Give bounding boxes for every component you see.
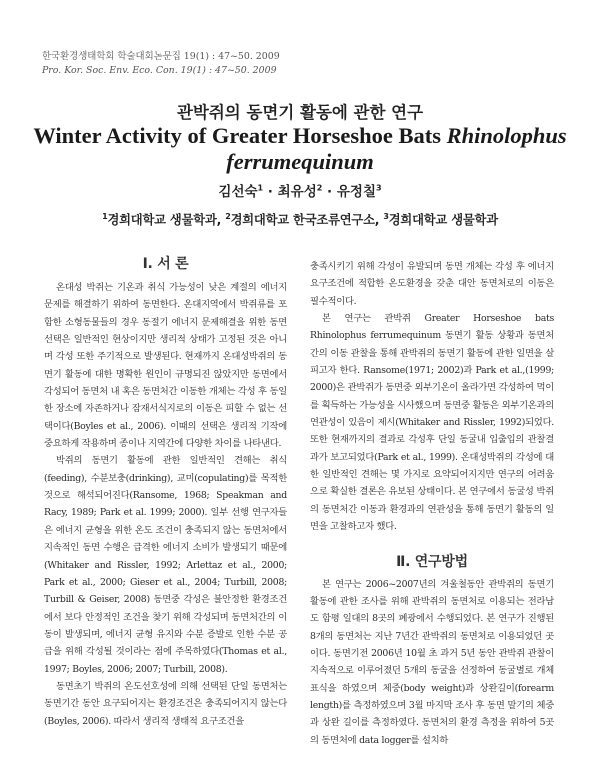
right-column bbox=[310, 258, 554, 749]
section-heading-introduction: Ⅰ. 서 론 bbox=[142, 256, 189, 272]
methods-paragraph-1: 본 연구는 2006~2007년의 겨울철동안 관박쥐의 동면기 활동에 관한 조사를 위해 관박쥐의 동면처로 이용되는 전라남도 함평 일대의 8곳의 폐광에서 수행되었다. 본 연구가 진행된 8개의 동면처는 지난 7년간 관박쥐의 동면처로 이용되었던 곳이다. 동면기전 2006년 10월 초 과거 5년 동안 관박쥐 관찰이 지속적으로 이루어졌던 5개의 동굴을 선정하여 동굴별로 개체 표식을 하였으며 체중(body weight)과 상완길이(forearm length)를 측정하였으며 3월 마지막 조사 후 동면 말기의 체중과 상완 길이를 측정하였다. 동면처의 환경 측정을 위하여 5곳의 동면처에 data logger를 설치하 bbox=[310, 578, 554, 746]
author-2: 최유성$^2$ · bbox=[277, 183, 337, 200]
title-english-species: Rhinolophus ferrumequinum bbox=[226, 123, 567, 174]
author-3: 유정칠$^3$ bbox=[336, 183, 382, 200]
journal-header bbox=[42, 50, 280, 78]
intro-paragraph-1: 온대성 박쥐는 기온과 취식 가능성이 낮은 계절의 에너지 문제를 해결하기 위하여 동면한다. 온대지역에서 박쥐류를 포함한 소형동물들의 경우 동절기 에너지 문제해결을 위한 동면 선택은 일반적인 현상이지만 생리적 상태가 고정된 것은 아니며 각성 또한 주기적으로 발생된다. 현재까지 온대성박쥐의 동면기 활동에 대한 명확한 원인이 규명되진 않았지만 동면에서 각성되어 동면처 내 혹은 동면처간 이동한 개체는 각성 후 동일한 장소에 자존하거나 잠재서식지로의 이동은 피할 수 없는 선택이다(Boyles et al., 2006). 이때의 선택은 생리적 기작에 중요하게 작용하며 종이나 지역간에 다양한 차이를 나타낸다. bbox=[44, 282, 287, 450]
author-list bbox=[0, 180, 600, 200]
intro-paragraph-4: 본 연구는 관박쥐 Greater Horseshoe bats Rhinolophus ferrumequinum 동면기 활동 상황과 동면처 간의 이동 관찰을 통해 관박쥐의 동면기 활동에 관한 일면을 살피고자 한다. Ransome(1971; 2002)과 Park et al.,(1999; 2000)은 관박쥐가 동면중 외부기온이 올라가면 각성하여 먹이를 획득하는 가능성을 시사했으며 동면중 활동은 외부기온과의 연관성이 있음이 제시(Whitaker and Rissler, 1992)되었다. 또한 현재까지의 결과로 각성후 단일 동굴내 입출입의 관찰결과가 보고되었다(Park et al., 1999). 온대성박쥐의 각성에 대한 일반적인 견해는 몇 가지로 요약되어지지만 연구의 어려움으로 확실한 결론은 유보된 상태이다. 본 연구에서 동굴성 박쥐의 동면처간 이동과 환경과의 연관성을 통해 동면기 활동의 일면을 고찰하고자 했다. bbox=[310, 313, 554, 533]
title-english bbox=[20, 123, 580, 175]
affiliation-1: $^1$경희대학교 생물학과, bbox=[102, 211, 226, 227]
title-english-plain: Winter Activity of Greater Horseshoe Bats bbox=[33, 123, 447, 148]
journal-citation-english: Pro. Kor. Soc. Env. Eco. Con. 19(1) : 47~50. 2009 bbox=[42, 65, 277, 76]
affiliation-list bbox=[0, 210, 600, 228]
author-1: 김선숙$^1$ · bbox=[218, 183, 278, 200]
intro-paragraph-3: 동면초기 박쥐의 온도선호성에 의해 선택된 단일 동면처는 동면기간 동안 요구되어지는 환경조건은 충족되어지지 않는다(Boyles, 2006). 따라서 생리적 생태적 요구조건을 bbox=[44, 680, 287, 727]
affiliation-3: $^3$경희대학교 생물학과 bbox=[383, 211, 498, 227]
journal-citation-korean: 한국환경생태학회 학술대회논문집 19(1) : 47~50. 2009 bbox=[42, 51, 280, 62]
left-column bbox=[44, 254, 287, 730]
intro-paragraph-2: 박쥐의 동면기 활동에 관한 일반적인 견해는 취식(feeding), 수분보충(drinking), 교미(copulating)를 목적한 것으로 해석되어진다(Ransome, 1968; Speakman and Racy, 1989; Park et al. 1999; 2000). 일부 선행 연구자들은 에너지 균형을 위한 온도 조건이 충족되지 않는 동면처에서 지속적인 동면 수행은 급격한 에너지 소비가 발생되기 때문에(Whitaker and Rissler, 1992; Arlettaz et al., 2000; Park et al., 2000; Gieser et al., 2004; Turbill, 2008; Turbill & Geiser, 2008) 동면중 각성은 불안정한 환경조건에서 보다 안정적인 조건을 찾기 위해 각성되며 동면처간의 이동이 발생되며, 에너지 균형 유지와 수분 증발로 인한 수분 공급을 위해 각성될 것이라는 점에 주목하였다(Thomas et al., 1997; Boyles, 2006; 2007; Turbill, 2008). bbox=[44, 455, 287, 675]
affiliation-2: $^2$경희대학교 한국조류연구소, bbox=[225, 211, 384, 227]
section-heading-methods: Ⅱ. 연구방법 bbox=[396, 553, 468, 570]
title-korean: 관박쥐의 동면기 활동에 관한 연구 bbox=[176, 103, 424, 122]
intro-paragraph-3-continued: 충족시키기 위해 각성이 유발되며 동면 개체는 각성 후 에너지 요구조건에 적합한 온도환경을 갖춘 대안 동면처로의 이동은 필수적이다. bbox=[310, 261, 554, 307]
